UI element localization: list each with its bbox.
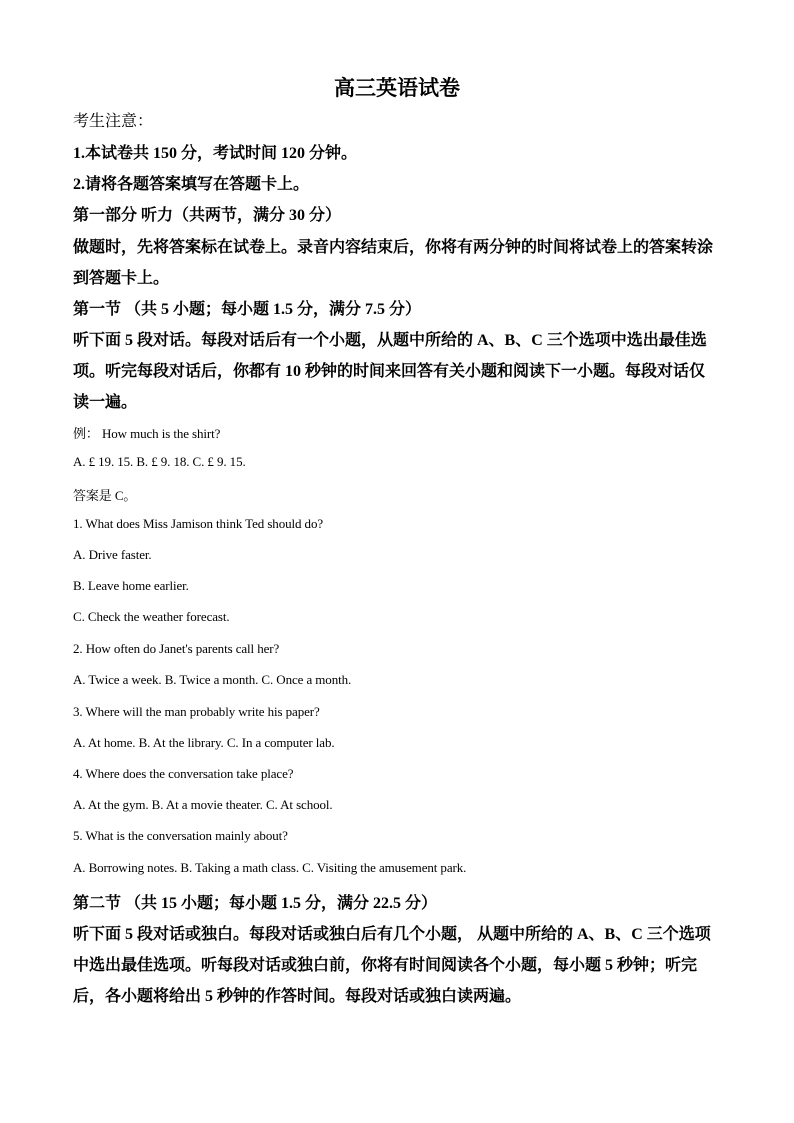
section2-intro-line-2: 中选出最佳选项。听每段对话或独白前，你将有时间阅读各个小题，每小题 5 秒钟；听完 (73, 957, 698, 974)
example-options: A. £ 19. 15. B. £ 9. 18. C. £ 9. 15. (73, 454, 246, 469)
question-2-options: A. Twice a week. B. Twice a month. C. Once a month. (73, 672, 352, 687)
example-question: 例： How much is the shirt? (73, 426, 221, 441)
question-2: 2. How often do Janet's parents call her? (73, 641, 280, 656)
section2-intro-line-1: 听下面 5 段对话或独白。每段对话或独白后有几个小题， 从题中所给的 A、B、C 三个选项 (73, 926, 711, 943)
question-3-options: A. At home. B. At the library. C. In a computer lab. (73, 735, 335, 750)
section1-heading: 第一节 （共 5 小题；每小题 1.5 分，满分 7.5 分） (73, 301, 422, 318)
question-1-option-a: A. Drive faster. (73, 547, 152, 562)
part1-heading: 第一部分 听力（共两节，满分 30 分） (73, 207, 342, 224)
section2-intro-line-3: 后，各小题将给出 5 秒钟的作答时间。每段对话或独白读两遍。 (73, 988, 522, 1005)
example-answer: 答案是 C。 (73, 488, 137, 503)
question-5-options: A. Borrowing notes. B. Taking a math class. C. Visiting the amusement park. (73, 860, 467, 875)
question-4: 4. Where does the conversation take place? (73, 766, 294, 781)
section2-heading: 第二节 （共 15 小题；每小题 1.5 分，满分 22.5 分） (73, 895, 438, 912)
question-3: 3. Where will the man probably write his paper? (73, 704, 320, 719)
section1-intro-line-3: 读一遍。 (73, 394, 138, 411)
question-1-option-b: B. Leave home earlier. (73, 578, 189, 593)
section1-intro-line-1: 听下面 5 段对话。每段对话后有一个小题，从题中所给的 A、B、C 三个选项中选出最佳选 (73, 332, 707, 349)
notice-heading: 考生注意： (73, 113, 154, 130)
question-1: 1. What does Miss Jamison think Ted should do? (73, 516, 324, 531)
question-5: 5. What is the conversation mainly about? (73, 828, 288, 843)
question-4-options: A. At the gym. B. At a movie theater. C. At school. (73, 797, 333, 812)
section1-intro-line-2: 项。听完每段对话后，你都有 10 秒钟的时间来回答有关小题和阅读下一小题。每段对话仅 (73, 363, 706, 380)
part1-intro-line-1: 做题时，先将答案标在试卷上。录音内容结束后，你将有两分钟的时间将试卷上的答案转涂 (73, 239, 714, 256)
notice-item-1: 1.本试卷共 150 分，考试时间 120 分钟。 (73, 145, 358, 162)
page-title: 高三英语试卷 (334, 76, 460, 100)
part1-intro-line-2: 到答题卡上。 (73, 270, 170, 287)
notice-item-2: 2.请将各题答案填写在答题卡上。 (73, 176, 310, 193)
question-1-option-c: C. Check the weather forecast. (73, 609, 230, 624)
